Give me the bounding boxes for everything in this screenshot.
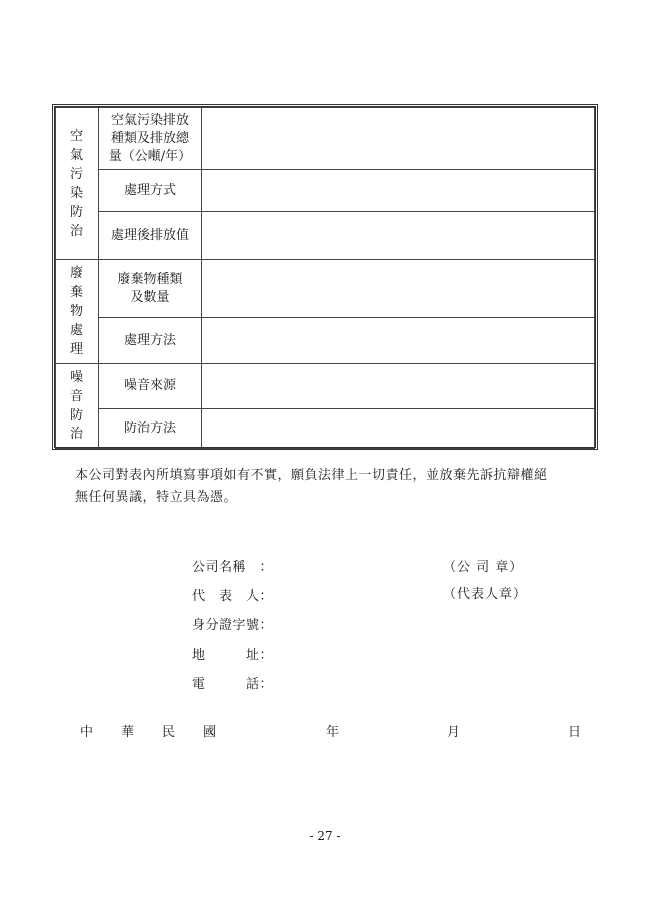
value-emission-type[interactable] xyxy=(202,108,595,170)
value-noise-method[interactable] xyxy=(202,409,595,449)
category-waste-treatment: 廢 棄 物 處 理 xyxy=(56,260,99,364)
date-day-label: 日 xyxy=(568,725,582,740)
item-waste-method: 處理方法 xyxy=(99,318,202,364)
representative-seal-label: （代表人章） xyxy=(443,587,528,602)
value-waste-type[interactable] xyxy=(202,260,595,318)
date-roc-3: 民 xyxy=(162,725,176,740)
id-number-label: 身分證字號： xyxy=(192,618,274,633)
representative-label: 代 表 人： xyxy=(192,589,274,604)
category-noise-control: 噪 音 防 治 xyxy=(56,364,99,449)
phone-label: 電 話： xyxy=(192,677,274,692)
declaration-line-1: 本公司對表內所填寫事項如有不實，願負法律上一切責任，並放棄先訴抗辯權絕 xyxy=(75,468,548,483)
declaration-line-2: 無任何異議，特立具為憑。 xyxy=(75,490,238,505)
item-noise-method: 防治方法 xyxy=(99,409,202,449)
pollution-table xyxy=(55,107,595,449)
table-row xyxy=(56,170,595,212)
item-noise-source: 噪音來源 xyxy=(99,364,202,409)
table-row xyxy=(56,364,595,409)
item-post-treatment-emission: 處理後排放值 xyxy=(99,212,202,260)
date-roc-1: 中 xyxy=(80,725,94,740)
table-row xyxy=(56,409,595,449)
category-air-pollution: 空 氣 污 染 防 治 xyxy=(56,108,99,260)
date-year-label: 年 xyxy=(326,725,340,740)
value-post-treatment-emission[interactable] xyxy=(202,212,595,260)
item-treatment-method: 處理方式 xyxy=(99,170,202,212)
item-emission-type: 空氣污染排放 種類及排放總 量（公噸/年） xyxy=(99,108,202,170)
date-month-label: 月 xyxy=(447,725,461,740)
item-waste-type: 廢棄物種類 及數量 xyxy=(99,260,202,318)
address-label: 地 址： xyxy=(192,648,274,663)
date-roc-2: 華 xyxy=(121,725,135,740)
table-row xyxy=(56,108,595,170)
table-row xyxy=(56,318,595,364)
table-row xyxy=(56,260,595,318)
value-waste-method[interactable] xyxy=(202,318,595,364)
date-roc-4: 國 xyxy=(203,725,217,740)
table-row xyxy=(56,212,595,260)
value-noise-source[interactable] xyxy=(202,364,595,409)
company-seal-label: （公 司 章） xyxy=(443,560,524,575)
company-name-label: 公司名稱 ： xyxy=(192,560,274,575)
page-number: - 27 - xyxy=(309,829,341,843)
pollution-control-table xyxy=(52,104,598,450)
declaration-text xyxy=(75,465,595,509)
value-treatment-method[interactable] xyxy=(202,170,595,212)
